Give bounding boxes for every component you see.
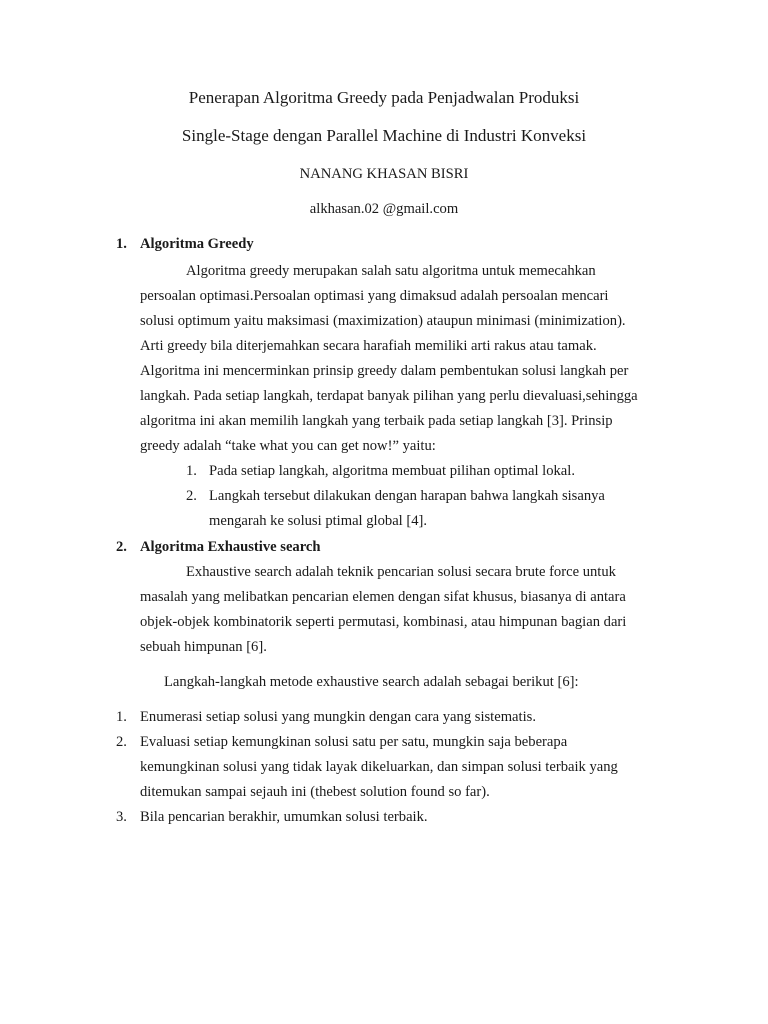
list-item-number: 2. (186, 488, 197, 504)
section-number: 2. (116, 539, 127, 555)
list-item-text: Enumerasi setiap solusi yang mungkin dengan cara yang sistematis. (140, 709, 536, 725)
list-item-number: 1. (116, 709, 127, 725)
list-item-number: 2. (116, 734, 127, 750)
paragraph-line: algoritma ini akan memilih langkah yang terbaik pada setiap langkah [3]. Prinsip (140, 413, 613, 429)
paragraph-line: greedy adalah “take what you can get now!” yaitu: (140, 438, 436, 454)
paragraph-line: solusi optimum yaitu maksimasi (maximization) ataupun minimasi (minimization). (140, 313, 626, 329)
section-number: 1. (116, 236, 127, 252)
paragraph-line: objek-objek kombinatorik seperti permutasi, kombinasi, atau himpunan bagian dari (140, 614, 627, 630)
paragraph-line: Algoritma ini mencerminkan prinsip greedy dalam pembentukan solusi langkah per (140, 363, 629, 379)
author-email: alkhasan.02 @gmail.com (309, 201, 459, 217)
list-item-text: ditemukan sampai sejauh ini (thebest solution found so far). (140, 784, 490, 800)
list-item-text: Langkah tersebut dilakukan dengan harapan bahwa langkah sisanya (209, 488, 605, 504)
title-line-2: Single-Stage dengan Parallel Machine di Industri Konveksi (181, 126, 587, 145)
title-line-1: Penerapan Algoritma Greedy pada Penjadwalan Produksi (188, 88, 580, 107)
paragraph-line: langkah. Pada setiap langkah, terdapat banyak pilihan yang perlu dievaluasi,sehingga (140, 388, 638, 404)
paragraph-line: masalah yang melibatkan pencarian elemen dengan sifat khusus, biasanya di antara (140, 589, 626, 605)
paragraph-line: Algoritma greedy merupakan salah satu algoritma untuk memecahkan (186, 263, 596, 279)
list-item-number: 3. (116, 809, 127, 825)
paragraph-line: persoalan optimasi.Persoalan optimasi yang dimaksud adalah persoalan mencari (140, 288, 609, 304)
section-heading: Algoritma Exhaustive search (140, 539, 321, 555)
paragraph-line: sebuah himpunan [6]. (140, 639, 267, 655)
list-item-text: mengarah ke solusi ptimal global [4]. (209, 513, 428, 529)
paragraph-line: Exhaustive search adalah teknik pencarian solusi secara brute force untuk (186, 564, 616, 580)
list-item-text: Pada setiap langkah, algoritma membuat pilihan optimal lokal. (209, 463, 575, 479)
list-item-text: Bila pencarian berakhir, umumkan solusi terbaik. (140, 809, 428, 825)
author-name: NANANG KHASAN BISRI (299, 166, 469, 182)
list-item-text: kemungkinan solusi yang tidak layak dikeluarkan, dan simpan solusi terbaik yang (140, 759, 618, 775)
list-item-text: Evaluasi setiap kemungkinan solusi satu per satu, mungkin saja beberapa (140, 734, 568, 750)
steps-intro: Langkah-langkah metode exhaustive search adalah sebagai berikut [6]: (164, 674, 579, 690)
list-item-number: 1. (186, 463, 197, 479)
paragraph-line: Arti greedy bila diterjemahkan secara harafiah memiliki arti rakus atau tamak. (140, 338, 597, 354)
section-heading: Algoritma Greedy (140, 236, 254, 252)
